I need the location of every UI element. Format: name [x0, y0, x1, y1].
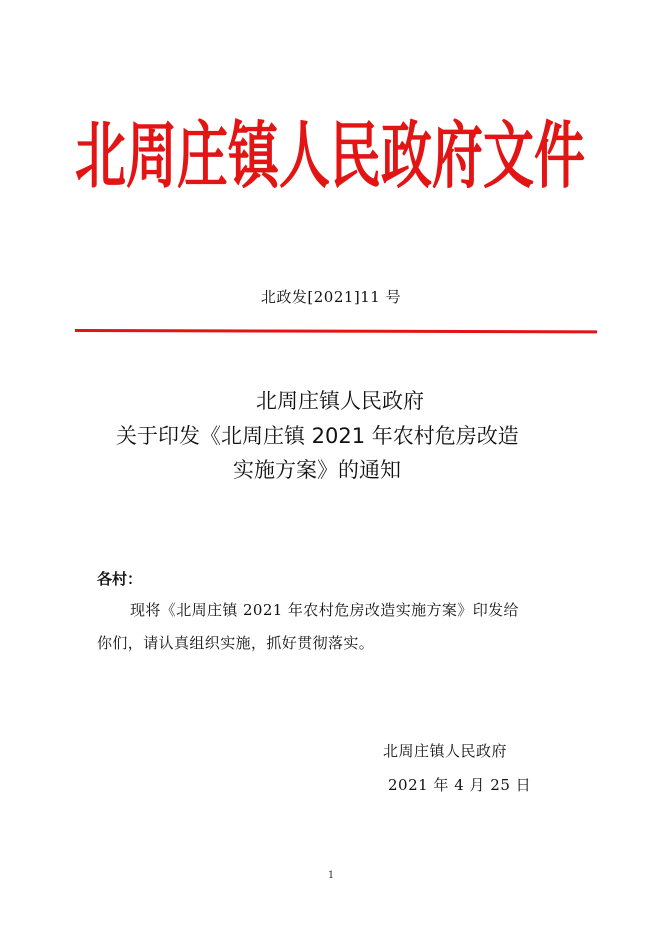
signature-date: 2021 年 4 月 25 日 [388, 776, 532, 794]
document-title-line-3: 实施方案》的通知 [233, 458, 401, 482]
document-title-line-1: 北周庄镇人民政府 [256, 389, 424, 413]
masthead-title: 北周庄镇人民政府文件 [75, 114, 585, 188]
masthead-svg [75, 108, 585, 188]
red-divider-line [75, 329, 597, 333]
body-text-line-1: 现将《北周庄镇 2021 年农村危房改造实施方案》印发给 [130, 601, 519, 619]
signature-organization: 北周庄镇人民政府 [383, 742, 508, 760]
page-number: 1 [327, 870, 335, 881]
salutation: 各村： [97, 570, 143, 588]
document-title-line-2: 关于印发《北周庄镇 2021 年农村危房改造 [116, 424, 519, 448]
body-text-line-2: 你们，请认真组织实施，抓好贯彻落实。 [97, 634, 375, 652]
masthead [75, 108, 585, 188]
document-number: 北政发[2021]11 号 [260, 288, 402, 306]
